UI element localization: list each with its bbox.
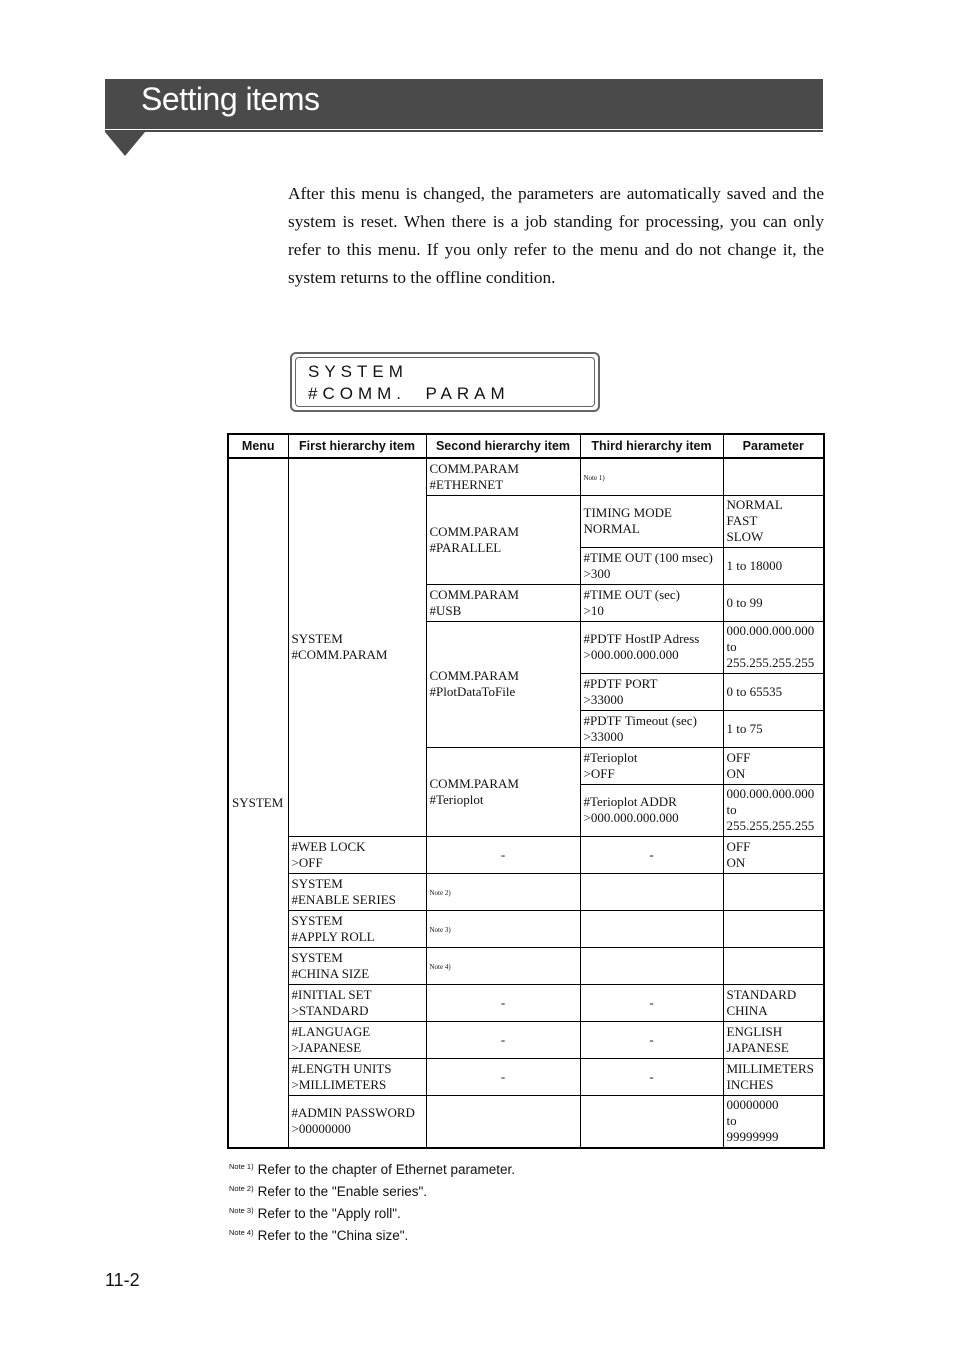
footnote-2 [229,1178,515,1200]
param-cell: 000.000.000.000 to 255.255.255.255 [723,621,824,673]
footnote-text: Refer to the chapter of Ethernet parameter. [257,1162,516,1177]
footnote-text: Refer to the "China size". [257,1228,409,1243]
intro-paragraph [288,180,824,292]
header-third-hierarchy: Third hierarchy item [580,434,723,458]
third-cell [580,873,723,910]
footnote-1 [229,1156,515,1178]
third-cell: #Terioplot >OFF [580,747,723,784]
param-cell: OFF ON [723,836,824,873]
note-ref-1: Note 1) [583,473,605,482]
intro-text: After this menu is changed, the parameters are automatically saved and the system is reset. When there is a job standing for processing, you can only refer to this menu. If you only refer to the menu and do not change it, the system returns to the offline condition. [288,184,824,287]
first-cell: SYSTEM #ENABLE SERIES [288,873,426,910]
param-cell: 000.000.000.000 to 255.255.255.255 [723,784,824,836]
param-cell: 1 to 75 [723,710,824,747]
note-ref-2: Note 2) [429,888,451,897]
table-row [228,836,824,873]
first-cell: #LANGUAGE >JAPANESE [288,1021,426,1058]
param-cell: 0 to 99 [723,584,824,621]
first-cell: SYSTEM #CHINA SIZE [288,947,426,984]
footnote-mark: Note 1) [229,1162,254,1171]
table-row [228,873,824,910]
menu-cell: SYSTEM [228,458,288,1148]
param-cell: MILLIMETERS INCHES [723,1058,824,1095]
page-number: 11-2 [105,1270,140,1290]
third-cell: #PDTF PORT >33000 [580,673,723,710]
note-ref-3: Note 3) [429,925,451,934]
section-header-rule [105,130,823,132]
first-cell-comm-param: SYSTEM #COMM.PARAM [288,458,426,836]
third-cell: - [580,1021,723,1058]
table-row [228,1021,824,1058]
settings-table [227,433,825,1149]
third-cell [580,1095,723,1148]
second-cell: - [426,1021,580,1058]
footnote-mark: Note 3) [229,1206,254,1215]
third-cell: - [580,836,723,873]
param-cell: 1 to 18000 [723,547,824,584]
table-row [228,984,824,1021]
param-cell: STANDARD CHINA [723,984,824,1021]
table-header-row [228,434,824,458]
header-parameter: Parameter [723,434,824,458]
second-cell-ethernet: COMM.PARAM #ETHERNET [426,458,580,495]
table-row [228,1058,824,1095]
third-cell: TIMING MODE NORMAL [580,495,723,547]
second-cell-usb: COMM.PARAM #USB [426,584,580,621]
footnote-text: Refer to the "Apply roll". [257,1206,401,1221]
section-title: Setting items [141,81,320,117]
header-second-hierarchy: Second hierarchy item [426,434,580,458]
second-cell-plotdatatofile: COMM.PARAM #PlotDataToFile [426,621,580,747]
third-cell [580,910,723,947]
param-cell: 0 to 65535 [723,673,824,710]
lcd-line-2: #COMM. PARAM [308,384,510,403]
header-menu: Menu [228,434,288,458]
second-cell-terioplot: COMM.PARAM #Terioplot [426,747,580,836]
footnote-text: Refer to the "Enable series". [257,1184,428,1199]
note-ref-4: Note 4) [429,962,451,971]
second-cell-note [426,873,580,910]
third-cell-note [580,458,723,495]
param-cell: 00000000 to 99999999 [723,1095,824,1148]
header-first-hierarchy: First hierarchy item [288,434,426,458]
third-cell: #TIME OUT (sec) >10 [580,584,723,621]
first-cell: #WEB LOCK >OFF [288,836,426,873]
first-cell: #INITIAL SET >STANDARD [288,984,426,1021]
second-cell-note [426,947,580,984]
first-cell: SYSTEM #APPLY ROLL [288,910,426,947]
param-cell [723,947,824,984]
third-cell: #TIME OUT (100 msec) >300 [580,547,723,584]
third-cell: #PDTF HostIP Adress >000.000.000.000 [580,621,723,673]
param-cell: ENGLISH JAPANESE [723,1021,824,1058]
second-cell: - [426,836,580,873]
second-cell [426,1095,580,1148]
third-cell: #Terioplot ADDR >000.000.000.000 [580,784,723,836]
third-cell: - [580,984,723,1021]
footnote-mark: Note 2) [229,1184,254,1193]
footnotes [229,1156,515,1244]
section-header-tab [105,132,145,156]
table-row [228,910,824,947]
third-cell: - [580,1058,723,1095]
param-cell [723,873,824,910]
second-cell-note [426,910,580,947]
param-cell: OFF ON [723,747,824,784]
param-cell [723,458,824,495]
table-row [228,947,824,984]
table-row [228,1095,824,1148]
param-cell: NORMAL FAST SLOW [723,495,824,547]
param-cell [723,910,824,947]
third-cell [580,947,723,984]
table-row [228,458,824,495]
footnote-mark: Note 4) [229,1228,254,1237]
first-cell: #ADMIN PASSWORD >00000000 [288,1095,426,1148]
second-cell: - [426,984,580,1021]
second-cell-parallel: COMM.PARAM #PARALLEL [426,495,580,584]
footnote-3 [229,1200,515,1222]
lcd-line-1: SYSTEM [308,362,408,381]
second-cell: - [426,1058,580,1095]
first-cell: #LENGTH UNITS >MILLIMETERS [288,1058,426,1095]
footnote-4 [229,1222,515,1244]
third-cell: #PDTF Timeout (sec) >33000 [580,710,723,747]
